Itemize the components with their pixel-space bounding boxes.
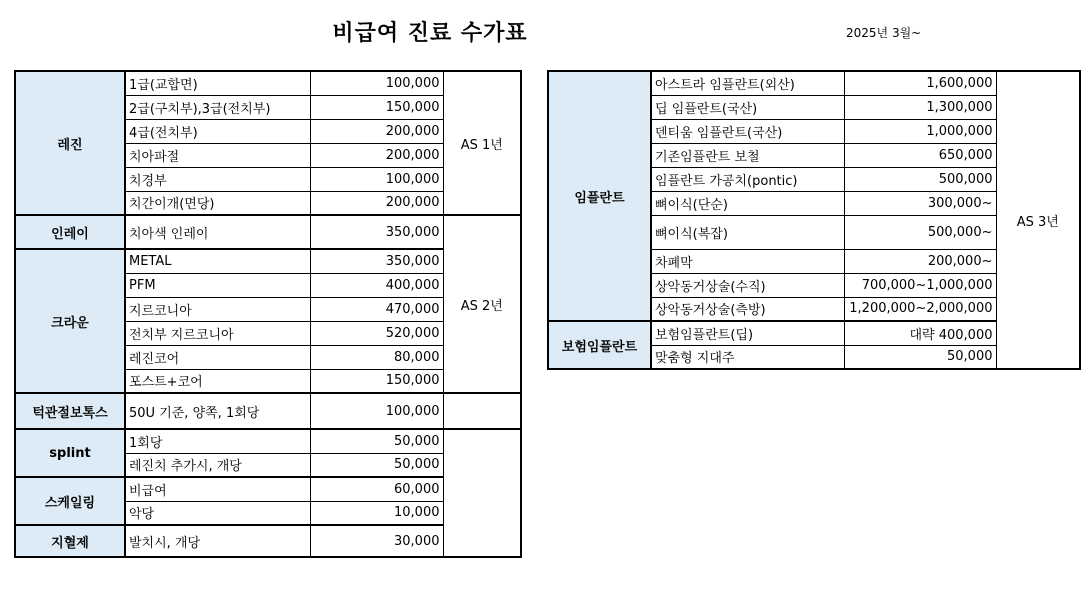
item-price: 100,000 [310,393,443,429]
table-row [15,393,521,429]
item-price: 60,000 [310,477,443,501]
item-label: 1회당 [125,429,310,453]
item-label: 뼈이식(단순) [651,191,844,215]
item-price: 200,000 [310,119,443,143]
category-resin: 레진 [15,71,125,215]
left-price-table [14,70,522,558]
category-crown: 크라운 [15,249,125,393]
page-title: 비급여 진료 수가표 [332,21,528,46]
item-label: 기존임플란트 보철 [651,143,844,167]
item-price: 80,000 [310,345,443,369]
item-label: 1급(교합면) [125,71,310,95]
item-label: 전치부 지르코니아 [125,321,310,345]
item-label: 포스트+코어 [125,369,310,393]
item-label: 악당 [125,501,310,525]
item-price: 50,000 [844,345,996,369]
item-label: 상악동거상술(측방) [651,297,844,321]
item-price: 650,000 [844,143,996,167]
item-price: 150,000 [310,369,443,393]
item-label: 치아파절 [125,143,310,167]
item-label: 뼈이식(복잡) [651,215,844,249]
item-price: 1,600,000 [844,71,996,95]
item-price: 400,000 [310,273,443,297]
item-price: 100,000 [310,71,443,95]
item-label: 치아색 인레이 [125,215,310,249]
item-label: 4급(전치부) [125,119,310,143]
item-price: 500,000~ [844,215,996,249]
item-label: 레진코어 [125,345,310,369]
item-price: 150,000 [310,95,443,119]
category-insurance-implant: 보험임플란트 [548,321,651,369]
as-warranty-3y: AS 3년 [996,71,1080,369]
item-label: 치간이개(면당) [125,191,310,215]
as-empty [443,429,521,557]
item-price: 대략 400,000 [844,321,996,345]
category-inlay: 인레이 [15,215,125,249]
item-price: 700,000~1,000,000 [844,273,996,297]
item-label: 차폐막 [651,249,844,273]
item-label: 발치시, 개당 [125,525,310,557]
table-row [15,429,521,453]
item-label: METAL [125,249,310,273]
category-tmj-botox: 턱관절보톡스 [15,393,125,429]
category-splint: splint [15,429,125,477]
item-price: 50,000 [310,429,443,453]
as-warranty-2y: AS 2년 [443,215,521,393]
item-label: PFM [125,273,310,297]
item-price: 520,000 [310,321,443,345]
item-label: 상악동거상술(수직) [651,273,844,297]
item-price: 1,300,000 [844,95,996,119]
item-label: 레진치 추가시, 개당 [125,453,310,477]
item-price: 10,000 [310,501,443,525]
item-label: 아스트라 임플란트(외산) [651,71,844,95]
item-price: 470,000 [310,297,443,321]
item-label: 치경부 [125,167,310,191]
item-price: 200,000 [310,143,443,167]
item-price: 300,000~ [844,191,996,215]
as-warranty-1y: AS 1년 [443,71,521,215]
item-price: 50,000 [310,453,443,477]
category-implant: 임플란트 [548,71,651,321]
item-price: 100,000 [310,167,443,191]
item-label: 비급여 [125,477,310,501]
item-price: 350,000 [310,215,443,249]
item-price: 200,000 [310,191,443,215]
item-price: 1,000,000 [844,119,996,143]
item-label: 임플란트 가공치(pontic) [651,167,844,191]
item-label: 보험임플란트(딥) [651,321,844,345]
table-row [15,71,521,95]
item-price: 500,000 [844,167,996,191]
item-price: 200,000~ [844,249,996,273]
category-scaling: 스케일링 [15,477,125,525]
item-label: 딥 임플란트(국산) [651,95,844,119]
item-price: 350,000 [310,249,443,273]
item-label: 2급(구치부),3급(전치부) [125,95,310,119]
table-row [548,71,1080,95]
item-label: 지르코니아 [125,297,310,321]
category-hemostatic: 지혈제 [15,525,125,557]
right-price-table [547,70,1081,370]
item-price: 30,000 [310,525,443,557]
item-label: 맞춤형 지대주 [651,345,844,369]
table-row [15,215,521,249]
item-price: 1,200,000~2,000,000 [844,297,996,321]
effective-date: 2025년 3월~ [846,26,922,40]
item-label: 50U 기준, 양쪽, 1회당 [125,393,310,429]
as-empty [443,393,521,429]
item-label: 덴티움 임플란트(국산) [651,119,844,143]
